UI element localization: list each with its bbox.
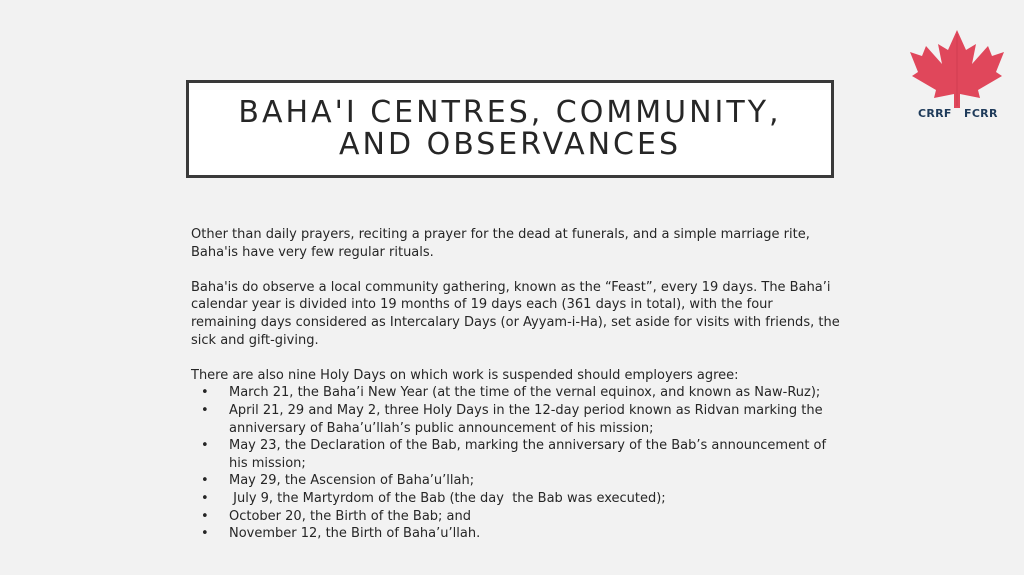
bullet-icon: • [201,508,209,524]
bullet-icon: • [201,490,209,506]
paragraph-rituals: Other than daily prayers, reciting a prayer for the dead at funerals, and a simple marriage rite, Baha'is have very few regular rituals. [191,227,810,260]
list-item [191,525,841,543]
list-item-text: May 23, the Declaration of the Bab, marking the anniversary of the Bab’s announcement of his mission; [229,438,827,471]
list-item-text: April 21, 29 and May 2, three Holy Days in the 12-day period known as Ridvan marking the anniversary of Baha’u’llah’s public announcement of his mission; [229,402,823,436]
list-item [191,472,841,490]
holy-days-list [191,384,841,542]
paragraph-holy-days-intro: There are also nine Holy Days on which work is suspended should employers agree: [191,367,739,383]
bullet-icon: • [201,438,209,454]
list-item-text: May 29, the Ascension of Baha’u’llah; [229,473,475,489]
bullet-icon: • [201,385,209,401]
logo-text-fcrr: FCRR [964,107,998,120]
list-item [191,508,841,526]
maple-leaf-icon [906,28,1008,108]
bullet-icon: • [201,402,209,418]
list-item-text: October 20, the Birth of the Bab; and [229,508,472,524]
list-item [191,437,841,472]
logo-text-crrf: CRRF [918,107,952,120]
slide-title-box [186,80,834,178]
list-item [191,384,841,402]
bullet-icon: • [201,473,209,489]
slide-title: BAHA'I CENTRES, COMMUNITY, AND OBSERVANCES [238,95,782,162]
list-item [191,490,841,508]
paragraph-feast: Baha'is do observe a local community gathering, known as the “Feast”, every 19 days. The Baha’i calendar year is divided into 19 months of 19 days each (361 days in total), with the four remaining days considered as Intercalary Days (or Ayyam-i-Ha), set aside for visits with friends, the sick and gift-giving. [191,279,840,348]
list-item-text: March 21, the Baha’i New Year (at the time of the vernal equinox, and known as Naw-Ruz); [229,385,821,401]
crrf-logo [906,28,1008,124]
list-item [191,402,841,437]
list-item-text: July 9, the Martyrdom of the Bab (the day the Bab was executed); [229,490,666,506]
bullet-icon: • [201,526,209,542]
list-item-text: November 12, the Birth of Baha’u’llah. [229,526,481,542]
slide-body [191,226,841,543]
